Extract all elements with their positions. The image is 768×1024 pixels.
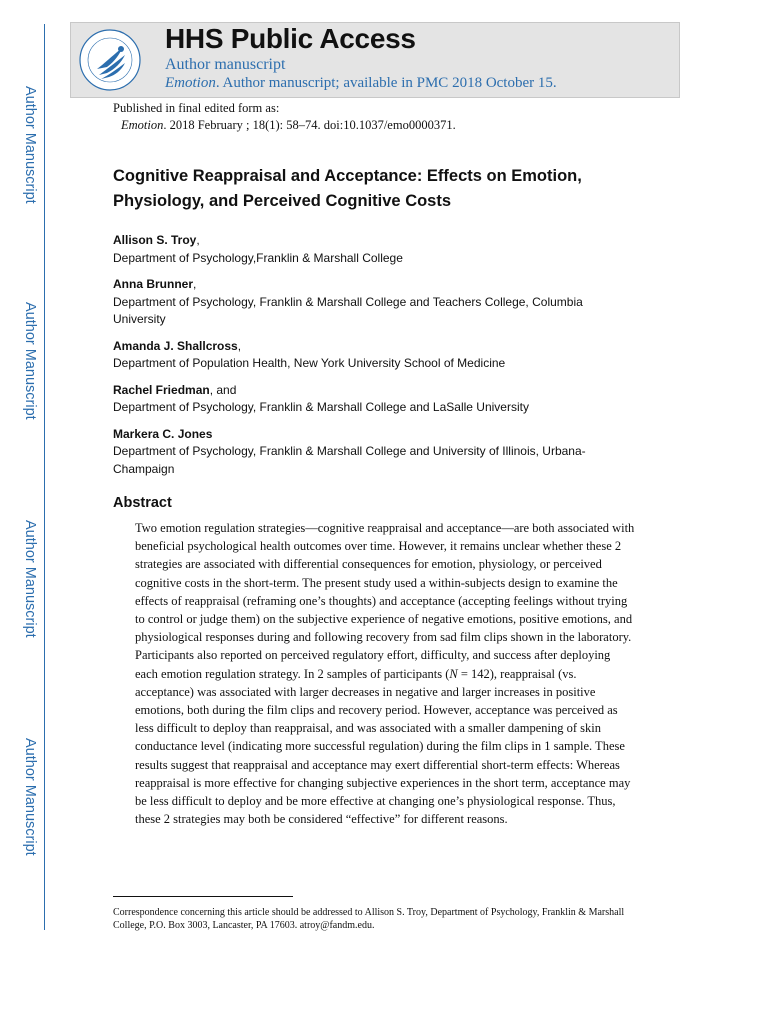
citation: Emotion. 2018 February ; 18(1): 58–74. doi:10.1037/emo0000371.: [121, 118, 456, 132]
author-affiliation: Department of Population Health, New York University School of Medicine: [113, 356, 506, 370]
journal-name: Emotion: [165, 75, 216, 91]
author-entry: Allison S. Troy, Department of Psychology,Franklin & Marshall College: [113, 232, 623, 267]
availability-line: Emotion. Author manuscript; available in PMC 2018 October 15.: [165, 75, 557, 91]
hhs-title: HHS Public Access: [165, 23, 416, 54]
author-entry: Anna Brunner, Department of Psychology, Franklin & Marshall College and Teachers College, Columbia University: [113, 276, 623, 329]
author-name: Amanda J. Shallcross: [113, 338, 238, 353]
sidebar-label-author-manuscript: Author Manuscript: [22, 86, 38, 204]
author-entry: Rachel Friedman, and Department of Psychology, Franklin & Marshall College and LaSalle University: [113, 382, 623, 417]
author-entry: Amanda J. Shallcross, Department of Population Health, New York University School of Medicine: [113, 338, 623, 373]
sidebar-label-author-manuscript: Author Manuscript: [22, 520, 38, 638]
sidebar-rule: [44, 24, 45, 930]
author-list: [113, 232, 623, 487]
author-name: Anna Brunner: [113, 277, 194, 291]
author-name: Markera C. Jones: [113, 426, 213, 441]
author-name: Rachel Friedman: [113, 382, 210, 397]
author-manuscript-label: Author manuscript: [165, 56, 286, 73]
author-name: Allison S. Troy: [113, 233, 197, 247]
author-affiliation: Department of Psychology,Franklin & Marshall College: [113, 250, 403, 265]
author-affiliation: Department of Psychology, Franklin & Marshall College and LaSalle University: [113, 400, 529, 414]
article-title: Cognitive Reappraisal and Acceptance: Effects on Emotion, Physiology, and Perceived Cognitive Costs: [113, 167, 582, 210]
abstract-heading: Abstract: [113, 495, 172, 511]
sidebar-label-author-manuscript: Author Manuscript: [22, 738, 38, 856]
footnote-rule: [113, 896, 293, 897]
hhs-header: [70, 22, 680, 98]
sidebar-label-author-manuscript: Author Manuscript: [22, 302, 38, 420]
publication-info: [113, 100, 456, 134]
author-affiliation: Department of Psychology, Franklin & Marshall College and University of Illinois, Urbana-Champaign: [113, 444, 586, 476]
published-intro: Published in final edited form as:: [113, 101, 280, 115]
author-affiliation: Department of Psychology, Franklin & Marshall College and Teachers College, Columbia University: [113, 294, 583, 326]
correspondence-footnote: Correspondence concerning this article should be addressed to Allison S. Troy, Department of Psychology, Franklin & Marshall College, P.O. Box 3003, Lancaster, PA 17603. atroy@fandm.edu.: [113, 907, 625, 931]
abstract-body: Two emotion regulation strategies—cognitive reappraisal and acceptance—are both associated with beneficial psychological health outcomes over time. However, it remains unclear whether these 2 strategies are associated with differential consequences for emotion, physiology, or perceived cognitive costs in the short-term. The present study used a within-subjects design to examine the effects of reappraisal (reframing one’s thoughts) and acceptance (accepting feelings without trying to control or judge them) on the subjective experience of negative emotions, positive emotions, and physiological responses during and following recovery from sad film clips shown in the laboratory. Participants also reported on perceived regulatory effort, difficulty, and success after deploying each emotion regulation strategy. In 2 samples of participants (N = 142), reappraisal (vs. acceptance) was associated with larger decreases in negative and larger increases in positive emotions, both during the film clips and recovery period. However, acceptance was perceived as less difficult to deploy than reappraisal, and was associated with a smaller dampening of skin conductance level (indicating more successful regulation) during the film clips in 1 sample. These results suggest that reappraisal and acceptance may exert differential short-term effects: Whereas reappraisal is more effective for changing subjective experiences in the short term, acceptance may be less difficult to deploy and be more effective at changing one’s physiological response. Thus, these 2 strategies may both be considered “effective” for different reasons.: [135, 521, 635, 827]
author-entry: [113, 426, 623, 479]
hhs-seal-icon: [77, 27, 143, 93]
